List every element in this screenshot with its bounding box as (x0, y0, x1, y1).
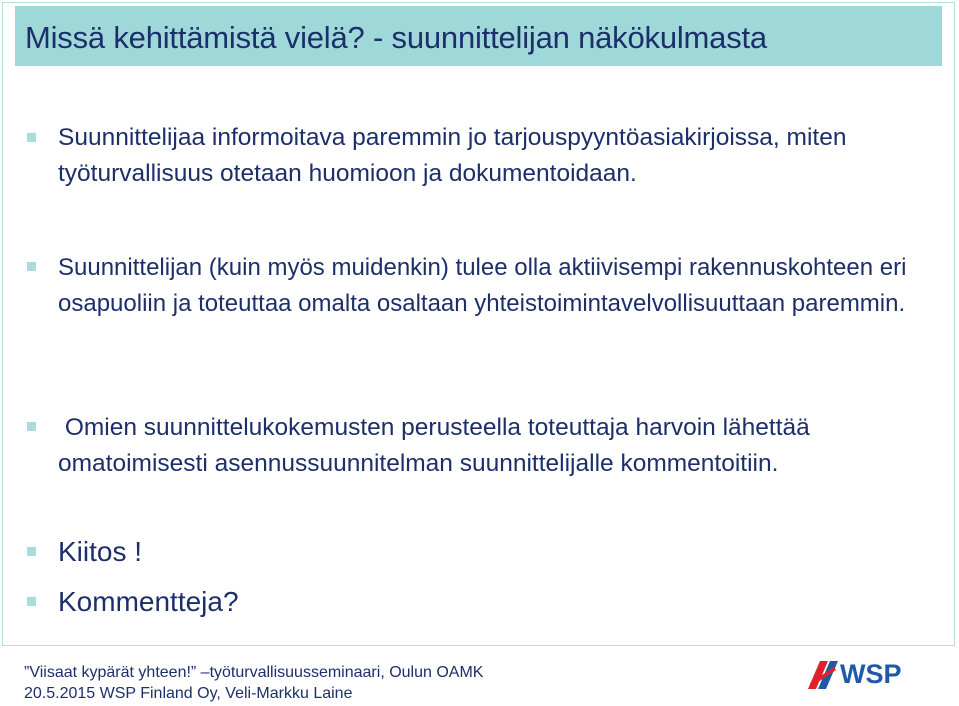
bullet-item-5: Kommentteja? (58, 586, 239, 617)
slide-frame (2, 2, 955, 646)
title-bar (15, 6, 942, 66)
wsp-logo-icon (806, 653, 910, 693)
footer-event-text: ”Viisaat kypärät yhteen!” –työturvallisuusseminaari, Oulun OAMK (24, 664, 484, 681)
bullet-marker-icon (27, 422, 36, 431)
bullet-item-2: Suunnittelijan (kuin myös muidenkin) tulee olla aktiivisempi rakennuskohteen eri osapuoliin ja toteuttaa omalta osaltaan yhteistoimintavelvollisuuttaan paremmin. (58, 254, 907, 317)
footer-date-author: 20.5.2015 WSP Finland Oy, Veli-Markku Laine (24, 685, 353, 702)
wsp-logo-text: WSP (840, 659, 902, 689)
bullet-item-1: Suunnittelijaa informoitava paremmin jo tarjouspyyntöasiakirjoissa, miten työturvallisuus otetaan huomioon ja dokumentoidaan. (58, 124, 847, 187)
bullet-marker-icon (27, 547, 36, 556)
bullet-item-4: Kiitos ! (58, 536, 143, 567)
slide-title: Missä kehittämistä vielä? - suunnittelijan näkökulmasta (25, 20, 767, 55)
bullet-item-3: Omien suunnittelukokemusten perusteella toteuttaja harvoin lähettää omatoimisesti asennussuunnitelman suunnittelijalle kommentoitiin. (58, 414, 817, 477)
bullet-marker-icon (27, 262, 36, 271)
bullet-marker-icon (27, 597, 36, 606)
bullet-marker-icon (27, 133, 36, 142)
